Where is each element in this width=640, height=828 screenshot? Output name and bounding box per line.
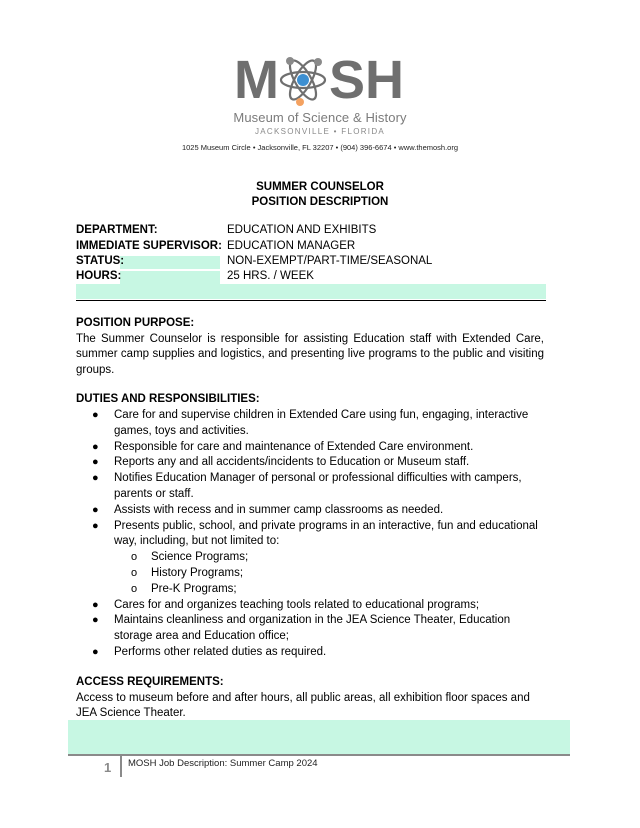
page-number: 1 [104,760,112,775]
bullet-icon: ● [92,456,99,469]
duty-text: Responsible for care and maintenance of Extended Care environment. [114,440,474,453]
duty-text: Reports any and all accidents/incidents to Education or Museum staff. [114,456,470,469]
sub-item-text: History Programs; [151,566,244,579]
info-value: EDUCATION MANAGER [227,240,356,252]
duties-list [76,408,546,661]
sub-item-text: Pre-K Programs; [151,582,237,595]
duty-text: Maintains cleanliness and organization in the JEA Science Theater, Education storage area and Education office; [114,614,511,643]
highlight-band [76,284,546,299]
info-row-status [76,255,546,270]
document-title: POSITION DESCRIPTION [251,196,389,208]
divider [76,300,546,301]
sub-list-item [76,566,546,582]
mosh-logo [234,52,408,108]
list-item [76,503,546,519]
info-label: STATUS: [76,255,125,267]
circle-bullet-icon: o [131,551,138,564]
footer-text: MOSH Job Description: Summer Camp 2024 [128,758,318,769]
list-item [76,440,546,456]
info-value: 25 HRS. / WEEK [227,270,314,282]
info-value: NON-EXEMPT/PART-TIME/SEASONAL [227,255,433,267]
info-row-department [76,224,546,239]
bullet-icon: ● [92,614,99,627]
info-label: DEPARTMENT: [76,224,158,236]
access-text: Access to museum before and after hours, all public areas, all exhibition floor spaces and JEA Science Theater. [76,692,530,720]
info-label: IMMEDIATE SUPERVISOR: [76,240,222,252]
info-value: EDUCATION AND EXHIBITS [227,224,377,236]
list-item [76,598,546,614]
bullet-icon: ● [92,472,99,485]
atom-icon [281,57,325,106]
bullet-icon: ● [92,440,99,453]
bullet-icon: ● [92,503,99,516]
logo-letters-sh: SH [329,52,405,108]
duty-text: Performs other related duties as required. [114,645,327,658]
list-item [76,408,546,440]
list-item [76,455,546,471]
list-item [76,519,546,551]
museum-address: 1025 Museum Circle • Jacksonville, FL 32207 • (904) 396-6674 • www.themosh.org [181,143,459,152]
circle-bullet-icon: o [131,566,138,579]
duty-text: Cares for and organizes teaching tools related to educational programs; [114,598,480,611]
info-label: HOURS: [76,270,122,282]
job-title: SUMMER COUNSELOR [256,181,384,193]
bullet-icon: ● [92,645,99,658]
footer-separator [120,756,122,777]
list-item [76,471,546,503]
bullet-icon: ● [92,409,99,421]
duty-text: Notifies Education Manager of personal or professional difficulties with campers, parents or staff. [114,472,522,500]
sub-list-item [76,550,546,566]
museum-name: Museum of Science & History [233,110,407,125]
sub-list-item [76,582,546,598]
logo-letter-m: M [234,52,279,108]
footer-divider [68,754,570,756]
footer-highlight-band [68,720,570,754]
list-item [76,645,546,661]
circle-bullet-icon: o [131,582,138,595]
info-row-hours [76,270,546,285]
duties-heading: DUTIES AND RESPONSIBILITIES: [76,393,260,405]
highlight-cell [120,271,220,284]
highlight-cell [120,256,220,269]
list-item [76,613,546,645]
museum-location: JACKSONVILLE • FLORIDA [254,127,386,136]
duty-text: Presents public, school, and private programs in an interactive, fun and educational way, including, but not limited to: [114,519,538,548]
duty-text: Assists with recess and in summer camp classrooms as needed. [114,503,444,516]
bullet-icon: ● [92,598,99,611]
access-heading: ACCESS REQUIREMENTS: [76,676,224,688]
sub-item-text: Science Programs; [151,551,249,564]
bullet-icon: ● [92,519,99,532]
duty-text: Care for and supervise children in Extended Care using fun, engaging, interactive games, toys and activities. [114,409,529,437]
purpose-heading: POSITION PURPOSE: [76,317,195,329]
info-row-supervisor [76,240,546,255]
purpose-text: The Summer Counselor is responsible for assisting Education staff with Extended Care, summer camp supplies and logistics, and presenting live programs to the public and visiting groups. [76,333,544,376]
